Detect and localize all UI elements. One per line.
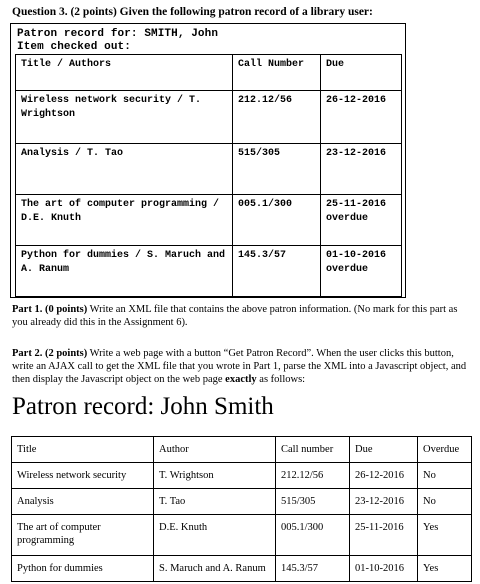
output-title-cell: Wireless network security bbox=[12, 463, 154, 489]
table-row bbox=[12, 515, 472, 556]
output-header-title: Title bbox=[12, 437, 154, 463]
record-title-cell: Python for dummies / S. Maruch and A. Ranum bbox=[16, 246, 233, 297]
record-title-cell: The art of computer programming / D.E. Knuth bbox=[16, 195, 233, 246]
record-header-due: Due bbox=[321, 55, 402, 91]
output-table bbox=[11, 436, 472, 582]
record-call-cell: 145.3/57 bbox=[233, 246, 321, 297]
record-table-header bbox=[16, 55, 402, 91]
output-author-cell: D.E. Knuth bbox=[154, 515, 276, 556]
output-overdue-cell: No bbox=[418, 489, 472, 515]
record-header-title: Title / Authors bbox=[16, 55, 233, 91]
part2-label: Part 2. (2 points) bbox=[12, 348, 88, 359]
output-due-cell: 23-12-2016 bbox=[350, 489, 418, 515]
record-items-line: Item checked out: bbox=[17, 41, 131, 53]
output-header-due: Due bbox=[350, 437, 418, 463]
record-due-cell bbox=[321, 246, 402, 297]
record-call-cell: 515/305 bbox=[233, 144, 321, 195]
part1-text: Write an XML file that contains the above patron information. (No mark for this part as you already did this in the Assignment 6). bbox=[12, 304, 458, 328]
table-row bbox=[16, 91, 402, 144]
output-call-cell: 145.3/57 bbox=[276, 556, 350, 582]
record-call-cell: 005.1/300 bbox=[233, 195, 321, 246]
output-header-overdue: Overdue bbox=[418, 437, 472, 463]
due-date: 23-12-2016 bbox=[326, 148, 387, 159]
due-date: 01-10-2016 bbox=[326, 250, 387, 261]
part1-paragraph bbox=[12, 303, 470, 329]
output-title-cell: Analysis bbox=[12, 489, 154, 515]
output-call-cell: 005.1/300 bbox=[276, 515, 350, 556]
due-date: 26-12-2016 bbox=[326, 95, 387, 106]
part1-label: Part 1. (0 points) bbox=[12, 304, 88, 315]
overdue-label: overdue bbox=[326, 264, 369, 275]
due-date: 25-11-2016 bbox=[326, 199, 387, 210]
output-due-cell: 25-11-2016 bbox=[350, 515, 418, 556]
table-row bbox=[12, 556, 472, 582]
output-call-cell: 515/305 bbox=[276, 489, 350, 515]
record-due-cell bbox=[321, 195, 402, 246]
record-call-cell: 212.12/56 bbox=[233, 91, 321, 144]
record-table bbox=[15, 54, 402, 297]
table-row bbox=[16, 144, 402, 195]
record-due-cell bbox=[321, 91, 402, 144]
question-title: Question 3. (2 points) Given the following patron record of a library user: bbox=[12, 6, 373, 18]
output-call-cell: 212.12/56 bbox=[276, 463, 350, 489]
part2-text-b: as follows: bbox=[256, 374, 306, 385]
record-title-cell: Analysis / T. Tao bbox=[16, 144, 233, 195]
part2-text-a: Write a web page with a button “Get Patron Record”. When the user clicks this button, write an AJAX call to get the XML file that you wrote in Part 1, parse the XML into a Javascript object, and then display the Javascript object on the web page bbox=[12, 348, 467, 385]
output-title-cell: The art of computer programming bbox=[12, 515, 154, 556]
output-due-cell: 26-12-2016 bbox=[350, 463, 418, 489]
record-patron-line: Patron record for: SMITH, John bbox=[17, 28, 219, 40]
table-row bbox=[12, 489, 472, 515]
part2-emphasis: exactly bbox=[225, 374, 257, 385]
patron-record-box bbox=[10, 23, 406, 298]
record-header-call: Call Number bbox=[233, 55, 321, 91]
output-overdue-cell: Yes bbox=[418, 515, 472, 556]
overdue-label: overdue bbox=[326, 213, 369, 224]
output-title-cell: Python for dummies bbox=[12, 556, 154, 582]
table-row bbox=[16, 246, 402, 297]
output-table-header bbox=[12, 437, 472, 463]
output-author-cell: T. Wrightson bbox=[154, 463, 276, 489]
output-header-author: Author bbox=[154, 437, 276, 463]
table-row bbox=[16, 195, 402, 246]
output-page-title: Patron record: John Smith bbox=[12, 393, 274, 420]
output-overdue-cell: Yes bbox=[418, 556, 472, 582]
record-title-cell: Wireless network security / T. Wrightson bbox=[16, 91, 233, 144]
record-due-cell bbox=[321, 144, 402, 195]
output-author-cell: S. Maruch and A. Ranum bbox=[154, 556, 276, 582]
part2-paragraph bbox=[12, 347, 470, 386]
output-due-cell: 01-10-2016 bbox=[350, 556, 418, 582]
output-author-cell: T. Tao bbox=[154, 489, 276, 515]
table-row bbox=[12, 463, 472, 489]
output-header-call: Call number bbox=[276, 437, 350, 463]
output-overdue-cell: No bbox=[418, 463, 472, 489]
